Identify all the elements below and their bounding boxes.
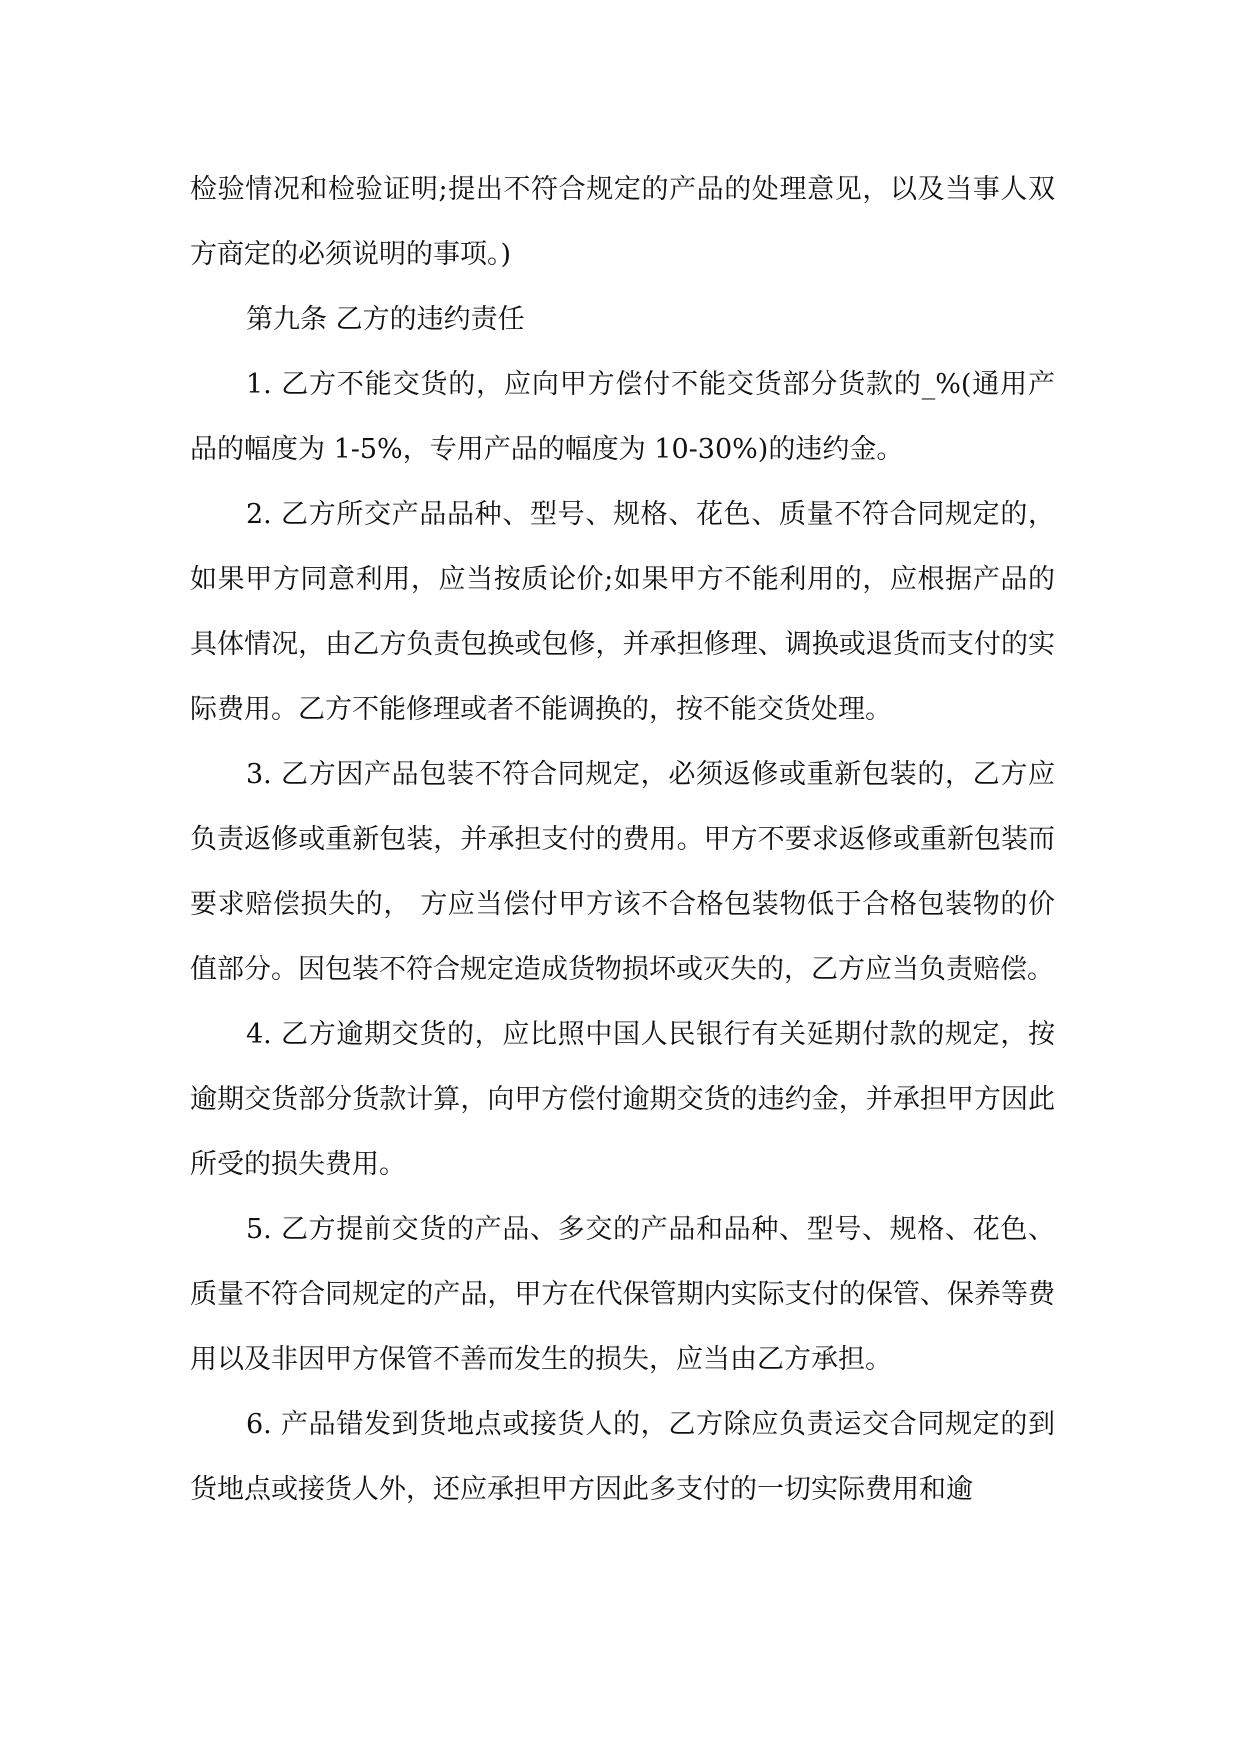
clause-2: 2. 乙方所交产品品种、型号、规格、花色、质量不符合同规定的，如果甲方同意利用，应当按质论价;如果甲方不能利用的，应根据产品的具体情况，由乙方负责包换或包修，并承担修理、调换或退货而支付的实际费用。乙方不能修理或者不能调换的，按不能交货处理。 [190,499,1055,725]
clause-1: 1. 乙方不能交货的，应向甲方偿付不能交货部分货款的_%(通用产品的幅度为 1-5%，专用产品的幅度为 10-30%)的违约金。 [190,369,1055,465]
article-heading: 第九条 乙方的违约责任 [246,304,525,335]
paragraph-continuation: 检验情况和检验证明;提出不符合规定的产品的处理意见，以及当事人双方商定的必须说明的事项。) [190,174,1055,270]
clause-5: 5. 乙方提前交货的产品、多交的产品和品种、型号、规格、花色、质量不符合同规定的产品，甲方在代保管期内实际支付的保管、保养等费用以及非因甲方保管不善而发生的损失，应当由乙方承担。 [190,1214,1055,1375]
document-body [190,157,1055,1522]
clause-6: 6. 产品错发到货地点或接货人的，乙方除应负责运交合同规定的到货地点或接货人外，还应承担甲方因此多支付的一切实际费用和逾 [190,1409,1055,1505]
clause-4: 4. 乙方逾期交货的，应比照中国人民银行有关延期付款的规定，按逾期交货部分货款计算，向甲方偿付逾期交货的违约金，并承担甲方因此所受的损失费用。 [190,1019,1055,1180]
clause-3: 3. 乙方因产品包装不符合同规定，必须返修或重新包装的，乙方应负责返修或重新包装，并承担支付的费用。甲方不要求返修或重新包装而要求赔偿损失的， 方应当偿付甲方该不合格包装物低于合格包装物的价值部分。因包装不符合规定造成货物损坏或灭失的，乙方应当负责赔偿。 [190,759,1055,985]
